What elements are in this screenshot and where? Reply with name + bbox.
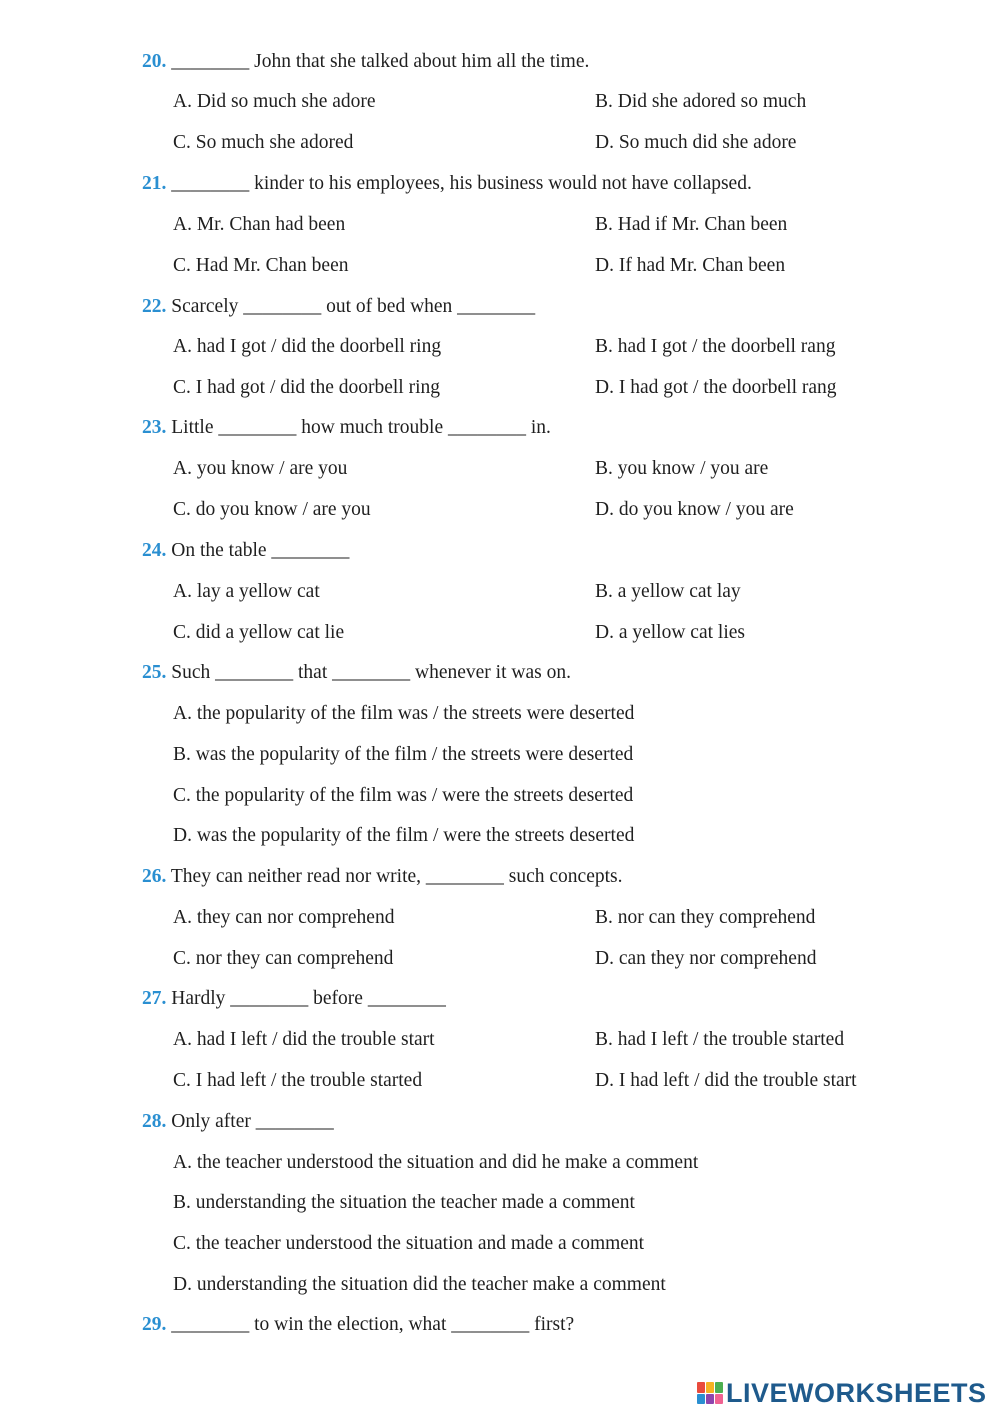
option-c[interactable]: C. nor they can comprehend — [173, 948, 394, 969]
logo-square — [715, 1394, 723, 1405]
option-a[interactable]: A. had I got / did the doorbell ring — [173, 336, 442, 357]
question-stem: They can neither read nor write, ________ such concepts. — [166, 866, 623, 887]
option-b[interactable]: B. understanding the situation the teacher made a comment — [173, 1192, 635, 1213]
option-a[interactable]: A. had I left / did the trouble start — [173, 1029, 435, 1050]
option-d[interactable]: D. If had Mr. Chan been — [595, 255, 786, 276]
question-stem: ________ to win the election, what ________ first? — [166, 1314, 575, 1335]
question-number: 20. — [142, 51, 167, 72]
option-d[interactable]: D. understanding the situation did the teacher make a comment — [173, 1274, 666, 1295]
question-stem: On the table ________ — [166, 540, 350, 561]
option-d[interactable]: D. do you know / you are — [595, 499, 794, 520]
option-d[interactable]: D. I had got / the doorbell rang — [595, 377, 837, 398]
question-stem: Only after ________ — [166, 1111, 334, 1132]
logo-square — [715, 1382, 723, 1393]
question-27 — [142, 987, 962, 1011]
option-d[interactable]: D. a yellow cat lies — [595, 622, 745, 643]
question-number: 29. — [142, 1314, 167, 1335]
question-21 — [142, 172, 962, 196]
option-a[interactable]: A. Did so much she adore — [173, 91, 376, 112]
logo-grid-icon — [697, 1382, 723, 1404]
option-c[interactable]: C. I had left / the trouble started — [173, 1070, 423, 1091]
option-b[interactable]: B. had I left / the trouble started — [595, 1029, 845, 1050]
question-stem: Scarcely ________ out of bed when ________ — [166, 296, 536, 317]
option-c[interactable]: C. did a yellow cat lie — [173, 622, 345, 643]
question-number: 27. — [142, 988, 167, 1009]
logo-square — [706, 1382, 714, 1393]
question-29 — [142, 1313, 962, 1337]
option-a[interactable]: A. Mr. Chan had been — [173, 214, 346, 235]
question-number: 28. — [142, 1111, 167, 1132]
question-26 — [142, 865, 962, 889]
question-number: 23. — [142, 417, 167, 438]
option-d[interactable]: D. was the popularity of the film / were the streets deserted — [173, 825, 635, 846]
option-a[interactable]: A. lay a yellow cat — [173, 581, 320, 602]
option-b[interactable]: B. a yellow cat lay — [595, 581, 741, 602]
option-b[interactable]: B. Had if Mr. Chan been — [595, 214, 788, 235]
option-c[interactable]: C. So much she adored — [173, 132, 354, 153]
question-number: 26. — [142, 866, 167, 887]
option-c[interactable]: C. Had Mr. Chan been — [173, 255, 349, 276]
option-d[interactable]: D. can they nor comprehend — [595, 948, 817, 969]
option-c[interactable]: C. the popularity of the film was / were the streets deserted — [173, 785, 634, 806]
option-b[interactable]: B. you know / you are — [595, 458, 769, 479]
question-23 — [142, 416, 962, 440]
option-a[interactable]: A. the popularity of the film was / the streets were deserted — [173, 703, 635, 724]
logo-square — [697, 1394, 705, 1405]
option-c[interactable]: C. I had got / did the doorbell ring — [173, 377, 441, 398]
question-22 — [142, 295, 962, 319]
option-c[interactable]: C. the teacher understood the situation and made a comment — [173, 1233, 645, 1254]
question-24 — [142, 539, 962, 563]
option-b[interactable]: B. nor can they comprehend — [595, 907, 816, 928]
option-d[interactable]: D. So much did she adore — [595, 132, 797, 153]
option-a[interactable]: A. they can nor comprehend — [173, 907, 395, 928]
question-number: 21. — [142, 173, 167, 194]
option-d[interactable]: D. I had left / did the trouble start — [595, 1070, 857, 1091]
question-25 — [142, 661, 962, 685]
option-b[interactable]: B. Did she adored so much — [595, 91, 807, 112]
question-20 — [142, 50, 962, 74]
question-number: 25. — [142, 662, 167, 683]
option-c[interactable]: C. do you know / are you — [173, 499, 371, 520]
question-stem: Little ________ how much trouble ________ in. — [166, 417, 551, 438]
question-stem: ________ John that she talked about him all the time. — [166, 51, 590, 72]
question-28 — [142, 1110, 962, 1134]
question-stem: Hardly ________ before ________ — [166, 988, 446, 1009]
question-number: 22. — [142, 296, 167, 317]
liveworksheets-logo — [697, 1378, 987, 1408]
option-b[interactable]: B. had I got / the doorbell rang — [595, 336, 836, 357]
option-a[interactable]: A. the teacher understood the situation and did he make a comment — [173, 1152, 699, 1173]
option-b[interactable]: B. was the popularity of the film / the streets were deserted — [173, 744, 634, 765]
option-a[interactable]: A. you know / are you — [173, 458, 348, 479]
question-stem: Such ________ that ________ whenever it was on. — [166, 662, 571, 683]
logo-square — [697, 1382, 705, 1393]
brand-name: LIVEWORKSHEETS — [726, 1377, 987, 1408]
question-stem: ________ kinder to his employees, his business would not have collapsed. — [166, 173, 752, 194]
question-number: 24. — [142, 540, 167, 561]
logo-square — [706, 1394, 714, 1405]
